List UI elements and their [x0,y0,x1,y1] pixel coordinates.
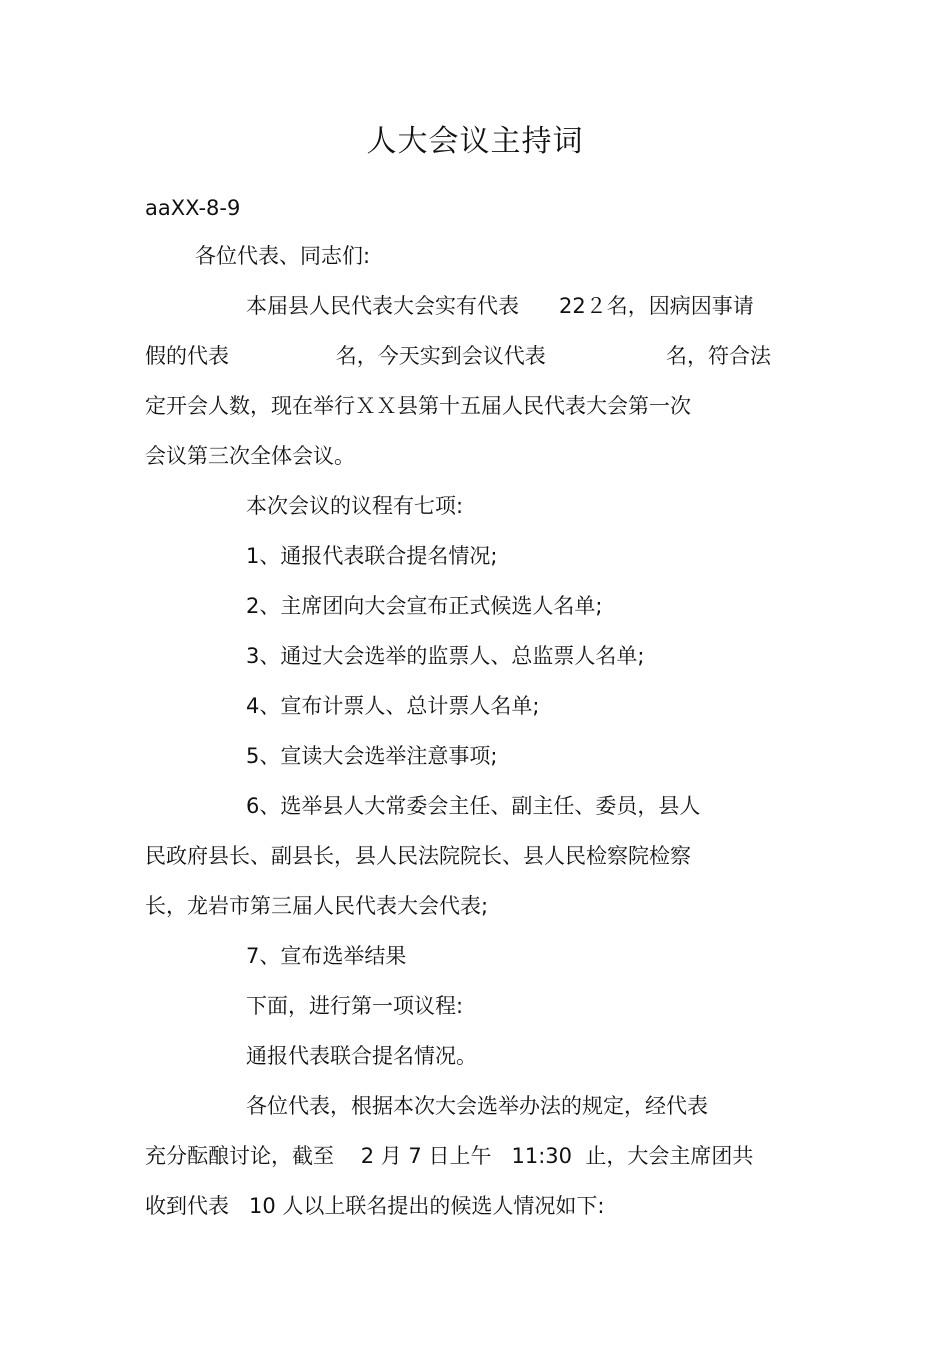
agenda-intro: 本次会议的议程有七项: [246,494,464,518]
paragraph-line: 各位代表，根据本次大会选举办法的规定，经代表 [246,1094,708,1118]
paragraph-line: 收到代表 10 人以上联名提出的候选人情况如下: [145,1194,605,1218]
paragraph-line: 充分酝酿讨论，截至 2 月 7 日上午 11:30 止，大会主席团共 [145,1144,754,1168]
paragraph-line: 下面，进行第一项议程: [246,994,464,1018]
agenda-item: 5、宣读大会选举注意事项; [246,744,498,768]
document-title: 人大会议主持词 [366,124,584,159]
paragraph-line: 通报代表联合提名情况。 [246,1044,477,1068]
paragraph-line: 本届县人民代表大会实有代表 22２名，因病因事请 [246,294,754,318]
agenda-item: 1、通报代表联合提名情况; [246,544,498,568]
agenda-item: 6、选举县人大常委会主任、副主任、委员，县人 [246,794,701,818]
agenda-item: 3、通过大会选举的监票人、总监票人名单; [246,644,645,668]
salutation: 各位代表、同志们: [195,244,371,268]
agenda-item: 7、宣布选举结果 [246,944,407,968]
paragraph-line: 定开会人数，现在举行ＸＸ县第十五届人民代表大会第一次 [145,394,691,418]
paragraph-line: 假的代表 名，今天实到会议代表 名，符合法 [145,344,771,368]
agenda-item-continued: 长，龙岩市第三届人民代表大会代表; [145,894,489,918]
agenda-item: 4、宣布计票人、总计票人名单; [246,694,540,718]
agenda-item: 2、主席团向大会宣布正式候选人名单; [246,594,603,618]
agenda-item-continued: 民政府县长、副县长，县人民法院院长、县人民检察院检察 [145,844,691,868]
paragraph-line: 会议第三次全体会议。 [145,444,355,468]
document-date: aaXX-8-9 [145,196,241,220]
